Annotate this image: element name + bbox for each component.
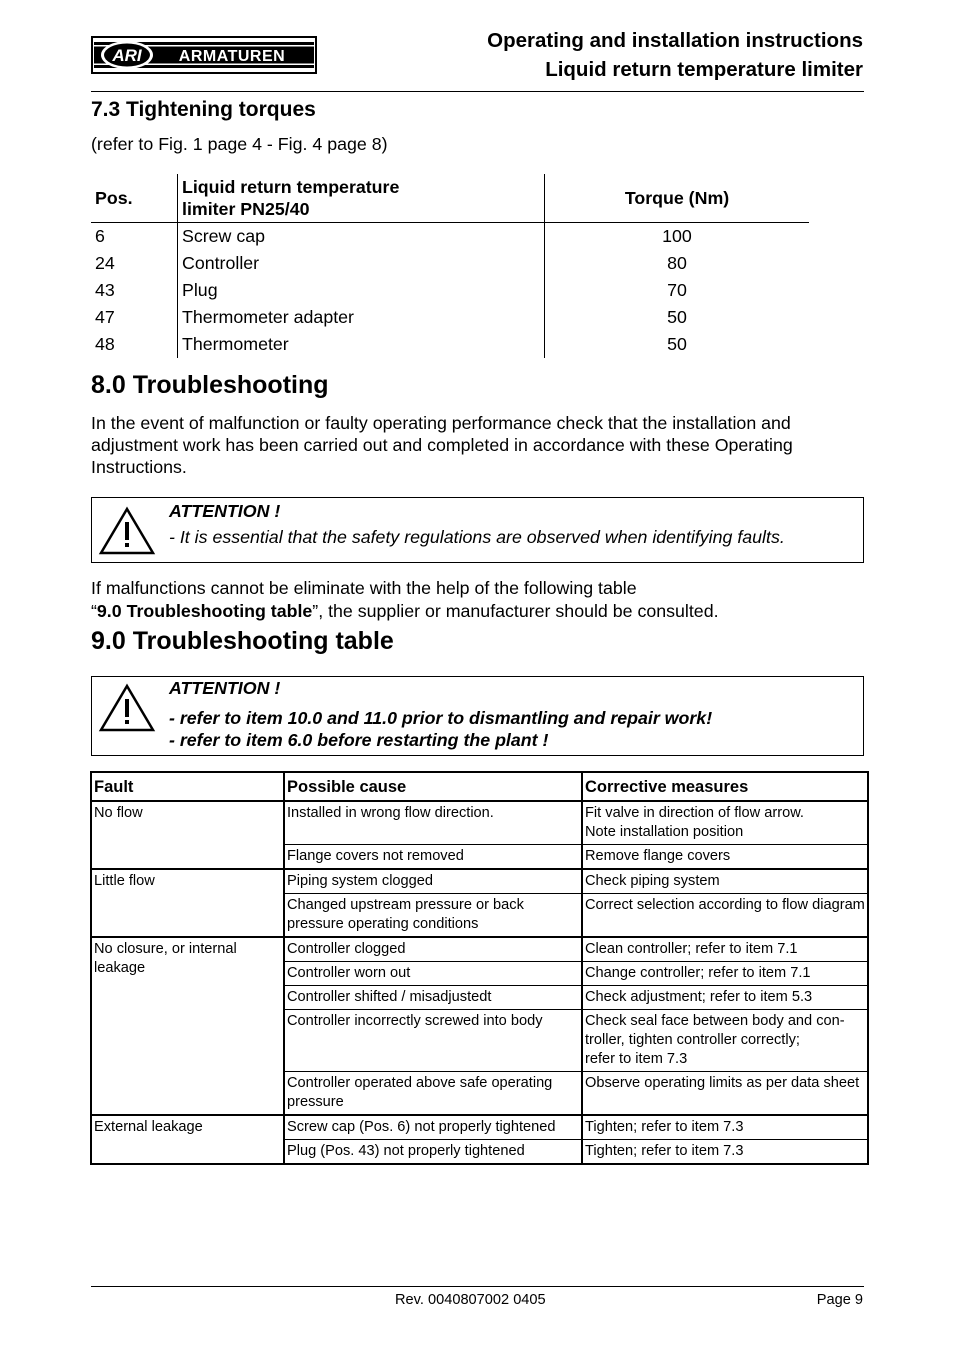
trouble-row — [91, 869, 868, 894]
attention-line-1: - refer to item 10.0 and 11.0 prior to dismantling and repair work! — [169, 708, 713, 728]
torque-part: Controller — [178, 250, 545, 277]
trouble-row — [91, 1115, 868, 1140]
torque-value: 70 — [545, 277, 810, 304]
footer-revision: Rev. 0040807002 0405 — [395, 1292, 546, 1308]
torque-value: 100 — [545, 223, 810, 251]
torque-row — [91, 331, 809, 358]
trouble-cause: Installed in wrong flow direction. — [284, 801, 582, 845]
torque-row — [91, 304, 809, 331]
warning-triangle-icon — [98, 683, 156, 733]
trouble-row — [91, 801, 868, 845]
trouble-fault: Little flow — [91, 869, 284, 937]
para2-table-reference: 9.0 Troubleshooting table — [96, 601, 313, 621]
trouble-header-cause: Possible cause — [284, 772, 582, 801]
document-title — [487, 26, 863, 84]
trouble-cause: Controller incorrectly screwed into body — [284, 1010, 582, 1072]
trouble-cause: Piping system clogged — [284, 869, 582, 894]
trouble-cause: Controller worn out — [284, 962, 582, 986]
trouble-cause: Flange covers not removed — [284, 845, 582, 870]
trouble-cause: Plug (Pos. 43) not properly tightened — [284, 1140, 582, 1165]
torque-pos: 6 — [95, 226, 105, 246]
torque-row — [91, 277, 809, 304]
para2-line2 — [91, 600, 719, 622]
trouble-fault: External leakage — [91, 1115, 284, 1164]
trouble-fault: No flow — [91, 801, 284, 869]
torque-header-part-line2: limiter PN25/40 — [182, 199, 310, 219]
trouble-cause: Changed upstream pressure or back pressure operating conditions — [284, 894, 582, 938]
torque-table — [91, 174, 809, 358]
para2-line1: If malfunctions cannot be eliminate with the help of the following table — [91, 578, 637, 598]
torque-part: Thermometer adapter — [178, 304, 545, 331]
torque-table-header-row — [91, 174, 809, 223]
torque-part: Screw cap — [178, 223, 545, 251]
title-line-1: Operating and installation instructions — [487, 29, 863, 52]
trouble-measure: Observe operating limits as per data sheet — [582, 1072, 868, 1116]
trouble-cause: Controller operated above safe operating pressure — [284, 1072, 582, 1116]
footer-rule — [91, 1286, 864, 1287]
trouble-cause: Controller clogged — [284, 937, 582, 962]
trouble-cause: Controller shifted / misadjustedt — [284, 986, 582, 1010]
torque-pos: 47 — [95, 307, 115, 327]
trouble-measure: Correct selection according to flow diagram — [582, 894, 868, 938]
section-8-heading: 8.0 Troubleshooting — [91, 371, 329, 399]
section-8-paragraph: In the event of malfunction or faulty operating performance check that the installation and adjustment work has been carried out and completed in accordance with these Operating Instructions. — [91, 413, 793, 477]
trouble-measure: Tighten; refer to item 7.3 — [582, 1140, 868, 1165]
header-rule — [91, 91, 864, 92]
trouble-measure — [582, 801, 868, 845]
trouble-measure: Change controller; refer to item 7.1 — [582, 962, 868, 986]
trouble-measure: Check piping system — [582, 869, 868, 894]
footer-page-number: Page 9 — [816, 1292, 863, 1308]
torque-header-pos: Pos. — [91, 174, 178, 223]
section-8-paragraph-2 — [91, 577, 719, 622]
trouble-measure: Clean controller; refer to item 7.1 — [582, 937, 868, 962]
torque-row — [91, 223, 809, 251]
torque-pos: 43 — [95, 280, 115, 300]
attention-text: - It is essential that the safety regulations are observed when identifying faults. — [169, 527, 785, 547]
warning-triangle-icon — [98, 506, 156, 556]
torque-header-part-line1: Liquid return temperature — [182, 177, 400, 197]
attention-line-2: - refer to item 6.0 before restarting the plant ! — [169, 730, 549, 750]
measure-line: refer to item 7.3 — [585, 1051, 688, 1067]
para2-quote-open: “ — [91, 601, 97, 621]
trouble-fault: No closure, or internal leakage — [91, 937, 284, 1115]
trouble-row — [91, 937, 868, 962]
trouble-header-row — [91, 772, 868, 801]
attention-heading: ATTENTION ! — [169, 678, 281, 698]
torque-header-part — [178, 174, 545, 223]
torque-row — [91, 250, 809, 277]
trouble-cause: Screw cap (Pos. 6) not properly tightened — [284, 1115, 582, 1140]
attention-box-repair — [91, 676, 864, 756]
trouble-header-measure: Corrective measures — [582, 772, 868, 801]
svg-text:ARMATUREN: ARMATUREN — [178, 48, 286, 65]
measure-line: Check seal face between body and con- — [585, 1013, 845, 1029]
torque-pos: 24 — [95, 253, 115, 273]
trouble-measure: Tighten; refer to item 7.3 — [582, 1115, 868, 1140]
svg-text:ARI: ARI — [112, 46, 142, 65]
attention-box-safety — [91, 497, 864, 563]
torque-value: 50 — [545, 331, 810, 358]
trouble-measure: Remove flange covers — [582, 845, 868, 870]
trouble-measure — [582, 1010, 868, 1072]
section-7-3-note: (refer to Fig. 1 page 4 - Fig. 4 page 8) — [91, 134, 388, 154]
torque-part: Thermometer — [178, 331, 545, 358]
measure-line: Fit valve in direction of flow arrow. — [585, 805, 804, 821]
attention-heading: ATTENTION ! — [169, 501, 281, 521]
section-9-heading: 9.0 Troubleshooting table — [91, 627, 394, 655]
torque-value: 80 — [545, 250, 810, 277]
ari-armaturen-logo — [91, 36, 317, 74]
torque-pos: 48 — [95, 334, 115, 354]
trouble-measure: Check adjustment; refer to item 5.3 — [582, 986, 868, 1010]
trouble-header-fault: Fault — [91, 772, 284, 801]
title-line-2: Liquid return temperature limiter — [545, 58, 863, 81]
section-7-3-heading: 7.3 Tightening torques — [91, 98, 316, 121]
troubleshooting-table — [90, 771, 869, 1165]
para2-rest: ”, the supplier or manufacturer should be consulted. — [312, 601, 719, 621]
torque-part: Plug — [178, 277, 545, 304]
torque-header-torque: Torque (Nm) — [545, 174, 810, 223]
torque-value: 50 — [545, 304, 810, 331]
measure-line: troller, tighten controller correctly; — [585, 1032, 800, 1048]
measure-line: Note installation position — [585, 824, 744, 840]
